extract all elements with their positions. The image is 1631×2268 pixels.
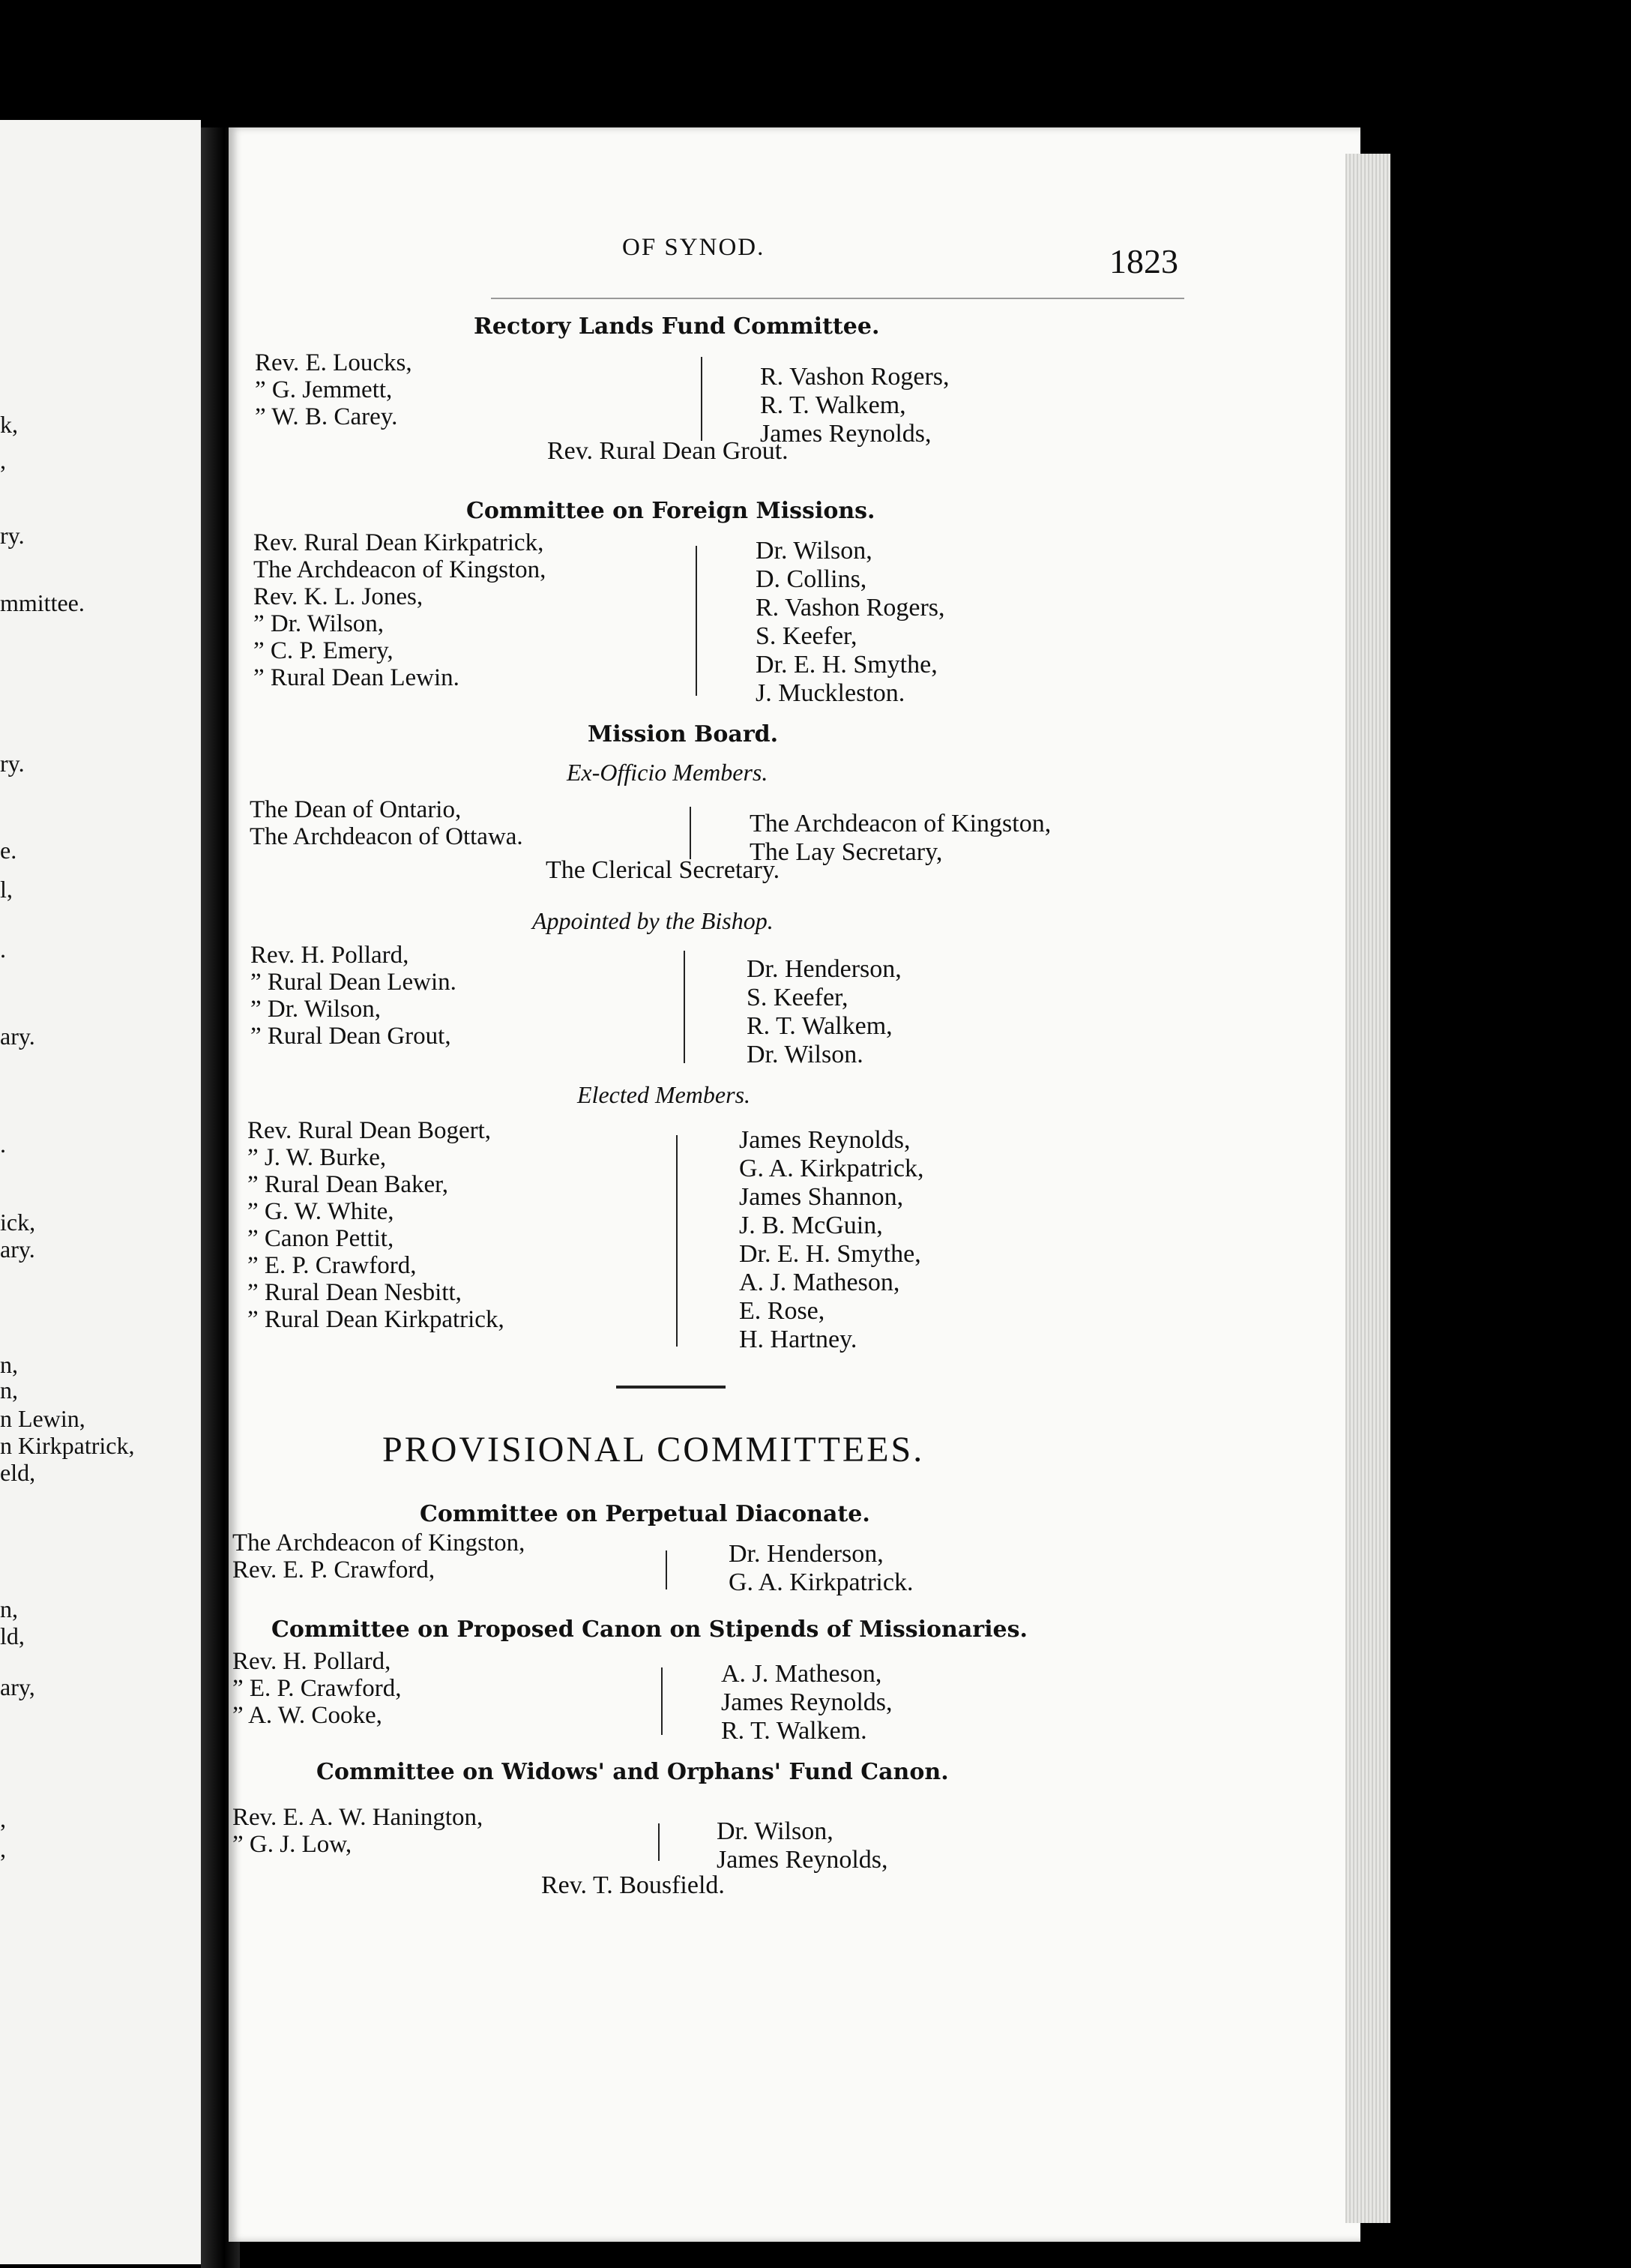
elected-left-list bbox=[247, 1117, 504, 1333]
column-brace bbox=[666, 1550, 667, 1589]
member-line: J. B. McGuin, bbox=[739, 1212, 883, 1239]
member-line: R. T. Walkem. bbox=[721, 1717, 867, 1745]
section-title-diaconate: Committee on Perpetual Diaconate. bbox=[420, 1501, 870, 1527]
left-page-line: , bbox=[0, 1835, 6, 1862]
member-line: The Dean of Ontario, bbox=[250, 796, 462, 823]
member-line: The Archdeacon of Kingston, bbox=[232, 1529, 525, 1556]
left-page-line: ry. bbox=[0, 750, 25, 777]
left-page-line: . bbox=[0, 1131, 6, 1158]
page-number: 1823 bbox=[1109, 242, 1178, 280]
member-line: Rev. H. Pollard, bbox=[232, 1648, 391, 1675]
left-page-line: k, bbox=[0, 411, 18, 438]
member-line: Rev. E. Loucks, bbox=[255, 349, 412, 376]
section-divider bbox=[616, 1386, 726, 1389]
member-line: Dr. Henderson, bbox=[729, 1540, 884, 1568]
widows-left-list bbox=[232, 1804, 483, 1858]
ex-officio-left-list bbox=[250, 796, 523, 850]
member-line: James Reynolds, bbox=[760, 420, 932, 448]
ex-officio-footer: The Clerical Secretary. bbox=[546, 856, 780, 884]
member-line: ” E. P. Crawford, bbox=[232, 1675, 402, 1702]
elected-right-list bbox=[739, 1126, 923, 1354]
member-line: R. T. Walkem, bbox=[747, 1012, 893, 1040]
member-line: James Reynolds, bbox=[739, 1126, 911, 1154]
member-line: H. Hartney. bbox=[739, 1326, 857, 1353]
running-head: OF SYNOD. bbox=[622, 234, 765, 261]
left-page-line: ry. bbox=[0, 522, 25, 549]
member-line: ” G. J. Low, bbox=[232, 1831, 352, 1858]
member-line: A. J. Matheson, bbox=[721, 1660, 882, 1688]
left-page-line: ld, bbox=[0, 1622, 25, 1649]
member-line: The Archdeacon of Ottawa. bbox=[250, 823, 523, 850]
member-line: ” A. W. Cooke, bbox=[232, 1702, 382, 1729]
diaconate-right-list bbox=[729, 1540, 913, 1597]
member-line: Dr. E. H. Smythe, bbox=[756, 651, 938, 679]
member-line: ” Canon Pettit, bbox=[247, 1225, 394, 1252]
appointed-right-list bbox=[747, 955, 902, 1069]
subtitle-elected: Elected Members. bbox=[577, 1081, 751, 1108]
appointed-left-list bbox=[250, 942, 456, 1050]
member-line: R. T. Walkem, bbox=[760, 391, 906, 419]
left-page-line: ick, bbox=[0, 1209, 36, 1236]
left-page-line: n, bbox=[0, 1595, 18, 1622]
column-brace bbox=[661, 1667, 663, 1735]
left-page-line: n Kirkpatrick, bbox=[0, 1432, 135, 1459]
left-page-line: ary. bbox=[0, 1236, 35, 1263]
left-page-line: mmittee. bbox=[0, 589, 85, 616]
member-line: S. Keefer, bbox=[747, 984, 848, 1011]
rectory-right-list bbox=[760, 363, 950, 448]
ex-officio-right-list bbox=[750, 810, 1051, 867]
member-line: The Archdeacon of Kingston, bbox=[253, 556, 546, 583]
left-facing-page bbox=[0, 120, 201, 2264]
left-page-line: , bbox=[0, 447, 6, 474]
member-line: G. A. Kirkpatrick. bbox=[729, 1568, 914, 1596]
member-line: Rev. H. Pollard, bbox=[250, 942, 409, 969]
provisional-committees-title: PROVISIONAL COMMITTEES. bbox=[382, 1430, 925, 1470]
left-page-line: . bbox=[0, 936, 6, 963]
member-line: Dr. E. H. Smythe, bbox=[739, 1240, 921, 1268]
member-line: S. Keefer, bbox=[756, 622, 857, 650]
left-page-line: l, bbox=[0, 876, 13, 903]
left-page-line: ary. bbox=[0, 1023, 35, 1050]
section-title-foreign-missions: Committee on Foreign Missions. bbox=[466, 498, 875, 524]
left-page-line: n, bbox=[0, 1377, 18, 1404]
member-line: James Reynolds, bbox=[717, 1846, 888, 1874]
member-line: Rev. E. A. W. Hanington, bbox=[232, 1804, 483, 1831]
member-line: R. Vashon Rogers, bbox=[756, 594, 945, 622]
member-line: Rev. Rural Dean Kirkpatrick, bbox=[253, 529, 544, 556]
member-line: ” C. P. Emery, bbox=[253, 637, 394, 664]
column-brace bbox=[701, 357, 702, 441]
member-line: ” G. Jemmett, bbox=[255, 376, 393, 403]
widows-right-list bbox=[717, 1817, 888, 1874]
member-line: Rev. Rural Dean Bogert, bbox=[247, 1117, 492, 1144]
section-title-widows: Committee on Widows' and Orphans' Fund Canon. bbox=[316, 1759, 949, 1785]
left-page-line: ary, bbox=[0, 1673, 35, 1700]
rectory-footer: Rev. Rural Dean Grout. bbox=[547, 437, 789, 465]
member-line: ” G. W. White, bbox=[247, 1198, 394, 1225]
stipends-left-list bbox=[232, 1648, 401, 1729]
section-title-rectory: Rectory Lands Fund Committee. bbox=[474, 313, 880, 340]
member-line: ” J. W. Burke, bbox=[247, 1144, 387, 1171]
member-line: ” Rural Dean Lewin. bbox=[253, 664, 459, 691]
column-brace bbox=[696, 546, 697, 696]
left-page-line: eld, bbox=[0, 1459, 36, 1486]
member-line: James Shannon, bbox=[739, 1183, 904, 1211]
column-brace bbox=[658, 1823, 660, 1861]
section-title-stipends: Committee on Proposed Canon on Stipends of Missionaries. bbox=[271, 1616, 1028, 1643]
member-line: The Archdeacon of Kingston, bbox=[750, 810, 1052, 837]
member-line: A. J. Matheson, bbox=[739, 1269, 900, 1296]
rectory-left-list bbox=[255, 349, 412, 430]
column-brace bbox=[684, 951, 685, 1063]
member-line: Dr. Wilson, bbox=[756, 537, 872, 565]
member-line: The Lay Secretary, bbox=[750, 838, 943, 866]
section-title-mission-board: Mission Board. bbox=[588, 721, 779, 748]
member-line: Rev. E. P. Crawford, bbox=[232, 1556, 435, 1583]
member-line: Dr. Wilson. bbox=[747, 1041, 863, 1068]
member-line: ” Rural Dean Grout, bbox=[250, 1023, 451, 1050]
member-line: J. Muckleston. bbox=[756, 679, 905, 707]
widows-footer: Rev. T. Bousfield. bbox=[541, 1871, 725, 1899]
left-page-line: n Lewin, bbox=[0, 1405, 85, 1432]
member-line: ” Rural Dean Lewin. bbox=[250, 969, 456, 996]
member-line: D. Collins, bbox=[756, 565, 867, 593]
member-line: ” Dr. Wilson, bbox=[250, 996, 382, 1023]
diaconate-left-list bbox=[232, 1529, 525, 1583]
member-line: ” Rural Dean Nesbitt, bbox=[247, 1279, 462, 1306]
column-brace bbox=[676, 1135, 678, 1347]
member-line: ” E. P. Crawford, bbox=[247, 1252, 417, 1279]
member-line: R. Vashon Rogers, bbox=[760, 363, 950, 391]
member-line: ” Rural Dean Baker, bbox=[247, 1171, 449, 1198]
member-line: ” Rural Dean Kirkpatrick, bbox=[247, 1306, 504, 1333]
header-rule bbox=[491, 298, 1184, 299]
member-line: ” W. B. Carey. bbox=[255, 403, 398, 430]
member-line: Dr. Wilson, bbox=[717, 1817, 833, 1845]
member-line: G. A. Kirkpatrick, bbox=[739, 1155, 924, 1182]
member-line: James Reynolds, bbox=[721, 1688, 893, 1716]
foreign-left-list bbox=[253, 529, 546, 691]
stipends-right-list bbox=[721, 1660, 893, 1745]
member-line: Dr. Henderson, bbox=[747, 955, 902, 983]
subtitle-ex-officio: Ex-Officio Members. bbox=[567, 759, 768, 786]
member-line: Rev. K. L. Jones, bbox=[253, 583, 423, 610]
column-brace bbox=[690, 807, 691, 859]
left-page-line: e. bbox=[0, 837, 17, 864]
left-page-line: , bbox=[0, 1805, 6, 1832]
foreign-right-list bbox=[756, 537, 945, 708]
page-edge-stack bbox=[1345, 154, 1390, 2223]
member-line: ” Dr. Wilson, bbox=[253, 610, 385, 637]
subtitle-appointed: Appointed by the Bishop. bbox=[532, 907, 774, 934]
left-page-line: n, bbox=[0, 1351, 18, 1378]
member-line: E. Rose, bbox=[739, 1297, 825, 1325]
